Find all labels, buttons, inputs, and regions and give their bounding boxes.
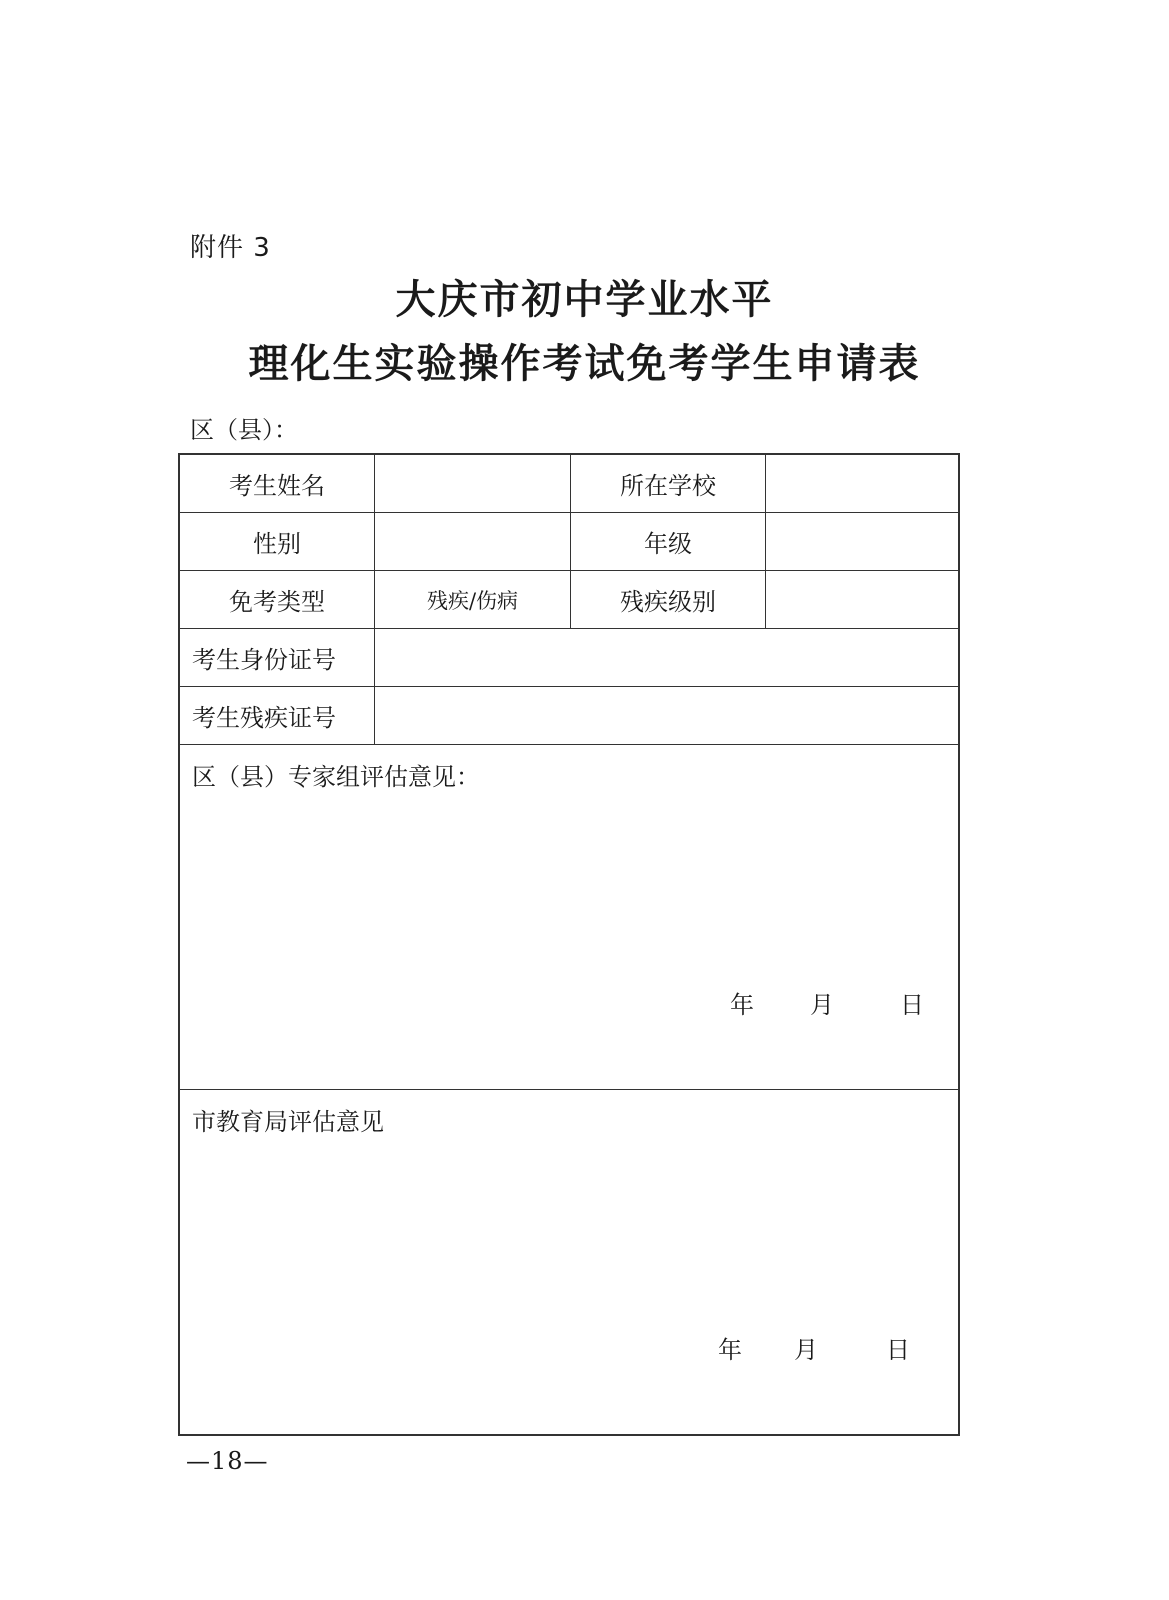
- district-opinion-label: 区（县）专家组评估意见：: [192, 763, 480, 791]
- attachment-label: 附件 3: [190, 233, 271, 263]
- application-form-table: [178, 453, 960, 1436]
- row-name-school: [180, 455, 958, 513]
- id-number-field[interactable]: [375, 629, 960, 686]
- row-city-opinion[interactable]: [180, 1090, 958, 1434]
- exemption-type-label: 免考类型: [180, 571, 375, 628]
- grade-label: 年级: [571, 513, 766, 570]
- page-number: —18—: [186, 1447, 269, 1475]
- page-title-line-1: 大庆市初中学业水平: [395, 276, 774, 323]
- gender-label: 性别: [180, 513, 375, 570]
- row-exemption-type: [180, 571, 958, 629]
- district-opinion-date-month: 月: [810, 991, 834, 1019]
- city-opinion-date-month: 月: [794, 1336, 818, 1364]
- row-gender-grade: [180, 513, 958, 571]
- student-name-field[interactable]: [375, 455, 571, 512]
- district-opinion-date-day: 日: [900, 991, 924, 1019]
- exemption-type-value: 残疾/伤病: [375, 571, 571, 628]
- district-label: 区（县）：: [190, 416, 298, 444]
- school-label: 所在学校: [571, 455, 766, 512]
- school-field[interactable]: [766, 455, 960, 512]
- disability-cert-label: 考生残疾证号: [180, 687, 375, 744]
- page-title-line-2: 理化生实验操作考试免考学生申请表: [248, 340, 921, 387]
- city-opinion-label: 市教育局评估意见: [192, 1108, 384, 1136]
- id-number-label: 考生身份证号: [180, 629, 375, 686]
- row-id-number: [180, 629, 958, 687]
- student-name-label: 考生姓名: [180, 455, 375, 512]
- disability-level-field[interactable]: [766, 571, 960, 628]
- row-disability-cert: [180, 687, 958, 745]
- city-opinion-date-year: 年: [718, 1336, 742, 1364]
- city-opinion-date-day: 日: [886, 1336, 910, 1364]
- gender-field[interactable]: [375, 513, 571, 570]
- grade-field[interactable]: [766, 513, 960, 570]
- row-district-opinion[interactable]: [180, 745, 958, 1090]
- disability-level-label: 残疾级别: [571, 571, 766, 628]
- district-opinion-date-year: 年: [730, 991, 754, 1019]
- disability-cert-field[interactable]: [375, 687, 960, 744]
